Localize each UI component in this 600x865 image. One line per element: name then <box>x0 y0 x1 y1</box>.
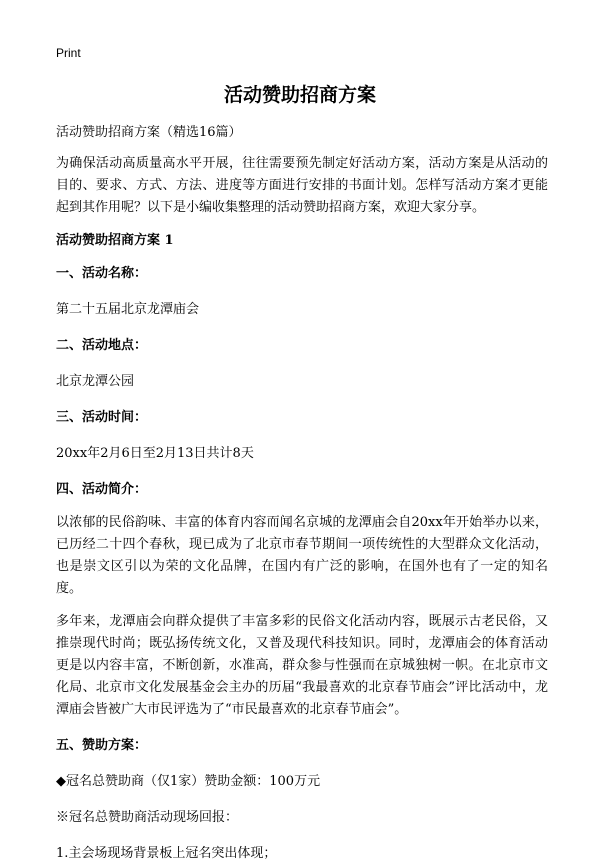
print-link[interactable]: Print <box>56 46 81 60</box>
activity-intro-paragraph-2: 多年来，龙潭庙会向群众提供了丰富多彩的民俗文化活动内容，既展示古老民俗，又推崇现代时尚；既弘扬传统文化，又普及现代科技知识。同时，龙潭庙会的体育活动更是以内容丰富，不断创新，水准高，群众参与性强而在京城独树一帜。在北京市文化局、北京市文化发展基金会主办的历届“我最喜欢的北京春节庙会”评比活动中，龙潭庙会皆被广大市民评选为了“市民最喜欢的北京春节庙会”。 <box>56 614 548 717</box>
activity-name-value: 第二十五届北京龙潭庙会 <box>56 302 200 317</box>
sponsorship-line-2: ※冠名总赞助商活动现场回报： <box>56 810 239 825</box>
heading-activity-location: 二、活动地点： <box>56 338 148 353</box>
sponsorship-line-3: 1.主会场现场背景板上冠名突出体现； <box>56 846 277 861</box>
heading-sponsorship-plan: 五、赞助方案： <box>56 738 148 753</box>
document-subtitle: 活动赞助招商方案（精选16篇） <box>56 125 242 140</box>
intro-paragraph: 为确保活动高质量高水平开展，往往需要预先制定好活动方案，活动方案是从活动的目的、要求、方式、方法、进度等方面进行安排的书面计划。怎样写活动方案才更能起到其作用呢？以下是小编收集整理的活动赞助招商方案，欢迎大家分享。 <box>56 156 548 215</box>
section-title: 活动赞助招商方案 1 <box>56 233 174 248</box>
heading-activity-name: 一、活动名称： <box>56 266 148 281</box>
activity-intro-paragraph-1: 以浓郁的民俗韵味、丰富的体育内容而闻名京城的龙潭庙会自20xx年开始举办以来，已历经二十四个春秋，现已成为了北京市春节期间一项传统性的大型群众文化活动，也是崇文区引以为荣的文化品牌，在国内有广泛的影响，在国外也有了一定的知名度。 <box>56 515 548 596</box>
heading-activity-time: 三、活动时间： <box>56 410 148 425</box>
activity-time-value: 20xx年2月6日至2月13日共计8天 <box>56 446 254 461</box>
sponsorship-line-1: ◆冠名总赞助商（仅1家）赞助金额：100万元 <box>56 774 321 789</box>
document-title: 活动赞助招商方案 <box>223 84 376 106</box>
heading-activity-intro: 四、活动简介： <box>56 482 148 497</box>
document-body <box>56 122 548 865</box>
activity-location-value: 北京龙潭公园 <box>56 374 135 389</box>
